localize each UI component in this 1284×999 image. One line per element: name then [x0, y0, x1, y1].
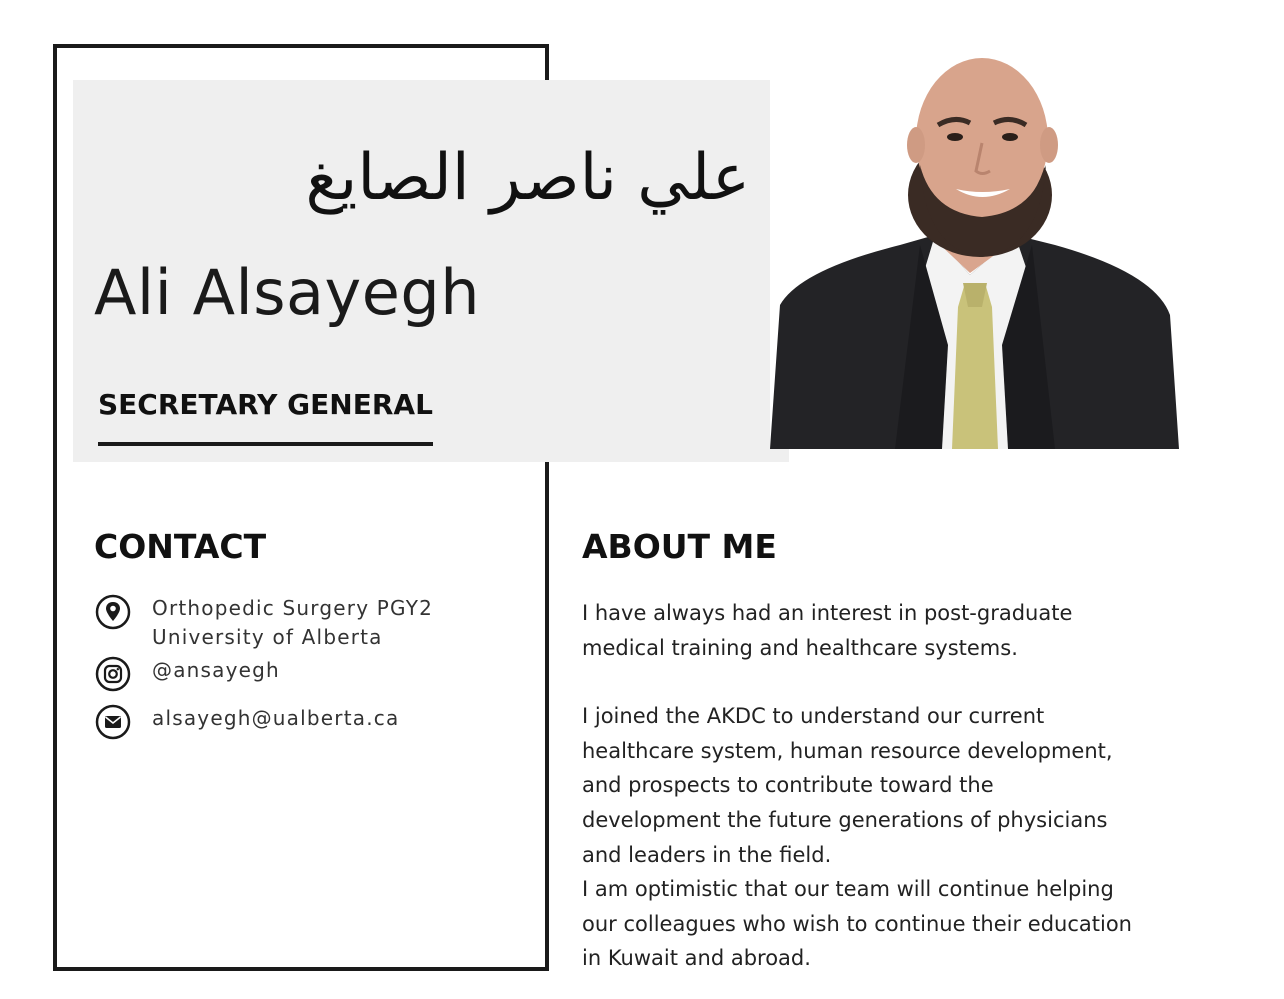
contact-location: [95, 594, 433, 652]
instagram-icon: [95, 656, 131, 692]
about-line: in Kuwait and abroad.: [582, 946, 811, 971]
email-address[interactable]: alsayegh@ualberta.ca: [152, 706, 400, 730]
english-name: Ali Alsayegh: [94, 256, 480, 329]
instagram-handle[interactable]: @ansayegh: [152, 658, 280, 682]
profile-photo: [770, 45, 1179, 449]
portrait-illustration: [770, 45, 1179, 449]
about-line: healthcare system, human resource development,: [582, 738, 1113, 763]
role-underline: [98, 442, 433, 446]
about-line: development the future generations of physicians: [582, 807, 1108, 832]
about-line: I have always had an interest in post-graduate: [582, 601, 1073, 625]
about-line: I am optimistic that our team will continue helping: [582, 877, 1114, 902]
location-line-2: University of Alberta: [152, 625, 383, 649]
about-heading: ABOUT ME: [582, 527, 777, 566]
role-title: SECRETARY GENERAL: [98, 388, 433, 421]
location-pin-icon: [95, 594, 131, 630]
about-line: our colleagues who wish to continue their education: [582, 911, 1132, 936]
location-line-1: Orthopedic Surgery PGY2: [152, 596, 434, 620]
contact-email[interactable]: [95, 704, 399, 740]
arabic-name: علي ناصر الصايغ: [305, 141, 750, 215]
email-icon: [95, 704, 131, 740]
about-line: medical training and healthcare systems.: [582, 635, 1018, 660]
about-line: I joined the AKDC to understand our current: [582, 704, 1045, 729]
contact-instagram[interactable]: [95, 656, 280, 692]
contact-heading: CONTACT: [94, 527, 267, 566]
about-line: and leaders in the field.: [582, 842, 832, 867]
about-body: [582, 596, 1242, 976]
about-line: and prospects to contribute toward the: [582, 773, 994, 798]
